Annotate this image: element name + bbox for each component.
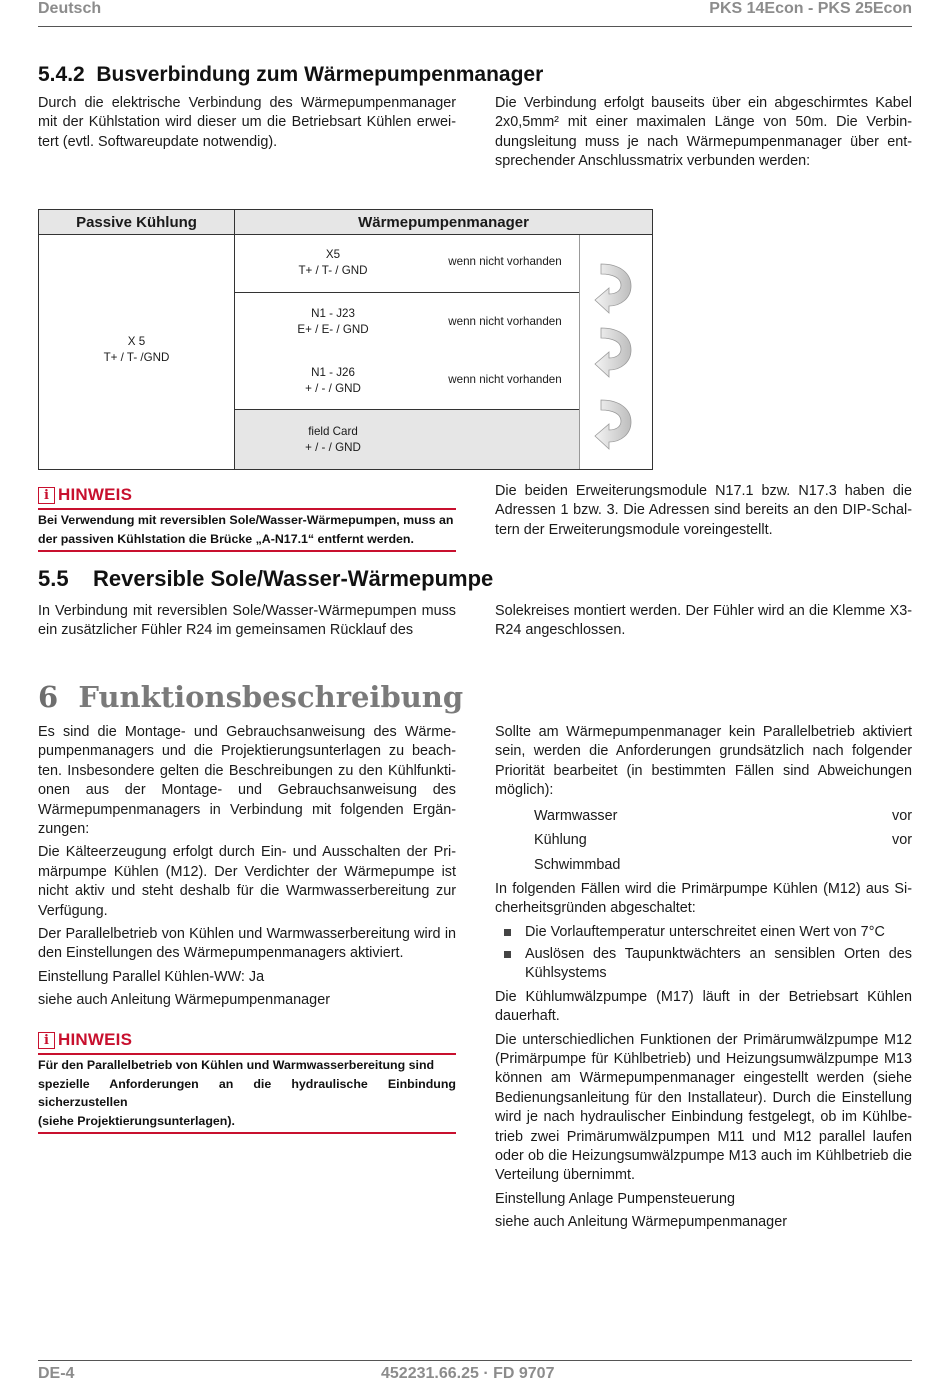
priority-list [495,804,912,878]
section-title: Busverbindung zum Wärmepumpenmanager [96,63,544,86]
red-rule-bottom [38,550,456,552]
line: Durch die elektrische Verbindung des Wärmepumpenmanager [38,95,456,111]
line: Die Kälteerzeugung erfolgt durch Ein- und Ausschalten der Pri- [38,844,456,861]
section-number: 6 [38,680,59,714]
sec55-left-paragraph [38,602,456,641]
line: mit der Kühlstation wird dieser um die Betriebsart Kühlen erwei- [38,114,456,131]
line: In folgenden Fällen wird die Primärpumpe Kühlen (M12) aus Si- [495,880,912,897]
hinweis-label: HINWEIS [58,485,133,504]
hinweis-note-2 [38,1030,456,1134]
shutdown-conditions-list [495,923,912,984]
line: R24 angeschlossen. [495,622,626,639]
sec6-left-p4: Einstellung Parallel Kühlen-WW: Ja [38,968,265,985]
terminal-pins: T+ / T- /GND [103,350,170,364]
section-6-heading [38,680,463,714]
line: Die unterschiedlichen Funktionen der Primärumwälzpumpe M12 [495,1031,912,1048]
line: Für den Parallelbetrieb von Kühlen und Warmwasserbereitung sind [38,1058,435,1072]
line: Priorität bearbeitet (in bestimmten Fällen sind Abweichungen [495,762,912,779]
footer-rule [38,1360,912,1361]
wpm-row-2 [235,306,431,337]
bullet-square-icon [504,929,511,936]
sec55-right-paragraph [495,602,912,641]
sec6-left-p3 [38,925,456,964]
section-5-4-2-heading [38,63,543,87]
line: oder ob die Heizungsumwälzpumpe M13 auch im Kühlbetrieb [495,1147,889,1164]
curved-arrow-icon [595,264,631,313]
connection-matrix-diagram [38,209,653,470]
section-5-5-heading [38,566,493,592]
line: Adressen 1 bzw. 3. Die Adressen sind bereits an den DIP-Schal- [495,502,912,519]
line: spezielle Anforderungen an die hydraulische Einbindung sicherzustellen [38,1076,456,1110]
line: Verfügung. [38,902,108,919]
line: märpumpe Kühlen (M12). Der Verdichter der Wärmepumpe ist [38,863,456,880]
line: Sollte am Wärmepumpenmanager kein Parallelbetrieb aktiviert [495,724,912,740]
priority-label: Warmwasser [534,807,618,824]
hinweis-text [38,511,456,548]
red-rule-bottom [38,1132,456,1134]
wpm-row-4 [235,424,431,455]
line: cherheitsgründen abgeschaltet: [495,900,696,917]
priority-item [534,828,912,853]
sec542-left [38,94,456,152]
section-number: 5.4.2 [38,63,85,86]
line: ten. Insbesondere gelten die Beschreibungen zu den Kühlfunkti- [38,762,456,779]
section-number: 5.5 [38,566,69,591]
list-item-text: Die Vorlauftemperatur unterschreitet einen Wert von 7°C [525,923,885,940]
terminal-pins: + / - / GND [305,440,361,454]
column-passive-cooling: Passive Kühlung [39,210,234,235]
list-item [495,923,912,942]
line: Solekreises montiert werden. Der Fühler wird an die Klemme X3- [495,603,912,619]
sec6-right-p4 [495,1031,912,1186]
line: Wärmepumpenmanagers in Verbindung mit folgenden Ergän- [38,801,456,818]
line: sein, werden die Anforderungen grundsätzlich nach folgender [495,743,912,760]
sec542-right [495,94,912,172]
line: in den Einstellungen des Wärmepumpenmanagers aktiviert. [38,926,457,962]
header-model: PKS 14Econ - PKS 25Econ [709,0,912,17]
wpm-row-3 [235,365,431,396]
bullet-square-icon [504,951,511,958]
line: trieb zwei Primärumwälzpumpen M11 und M12 parallel laufen [495,1128,912,1145]
modules-note [495,482,912,540]
sec55-left [38,602,456,641]
line: zungen: [38,821,90,838]
line: die Verteilung übernimmt. [495,1147,913,1184]
info-icon: i [38,1032,55,1049]
line: Der Parallelbetrieb von Kühlen und Warmwasserbereitung wird [38,926,441,943]
line: (Primärpumpe für Kühlbetrieb) und Heizungsumwälzpumpe M13 [495,1050,912,1067]
column-heat-pump-manager: Wärmepumpenmanager [235,210,652,235]
line: können am Wärmepumpenmanager eingestellt werden (siehe [495,1070,912,1087]
priority-label: Kühlung [534,832,587,849]
list-item [495,945,912,984]
terminal-pins: + / - / GND [305,381,361,395]
wpm-row-1 [235,247,431,278]
priority-item [534,853,912,878]
sec6-right-p1 [495,723,912,801]
row-3-note: wenn nicht vorhanden [448,373,562,386]
line: onen aus der Montage- und Gebrauchsanweisung des [38,782,456,799]
hinweis-text [38,1056,456,1130]
line: sprechender Anschlussmatrix verbunden werden: [495,153,811,170]
line: tern der Erweiterungsmodule voreingestellt. [495,521,773,538]
sec6-right-p3 [495,988,912,1027]
line: tert (evtl. Softwareupdate notwendig). [38,133,278,150]
terminal-label: N1 - J23 [311,307,355,320]
line: 2x0,5mm² mit einer maximalen Länge von 50m. Die Verbin- [495,114,912,131]
priority-relation: vor [892,832,912,849]
sec55-right [495,602,912,641]
line: Die Verbindung erfolgt bauseits über ein abgeschirmtes Kabel [495,95,912,111]
priority-label: Schwimmbad [534,857,621,873]
terminal-pins: T+ / T- / GND [298,263,368,277]
line: In Verbindung mit reversiblen Sole/Wasser-Wärmepumpen [38,603,417,619]
curved-arrow-icon [595,400,631,449]
hinweis-title [38,485,456,505]
section-title: Reversible Sole/Wasser-Wärmepumpe [93,566,494,591]
priority-relation: vor [892,807,912,824]
line: der passiven Kühlstation die Brücke „A-N17.1“ entfernt werden. [38,531,414,546]
divider [579,235,580,469]
sec6-left-p1 [38,723,456,839]
terminal-pins: E+ / E- / GND [297,322,369,336]
list-item-text: Auslösen des Taupunktwächters an sensiblen Orten des [525,945,912,962]
line: Bei Verwendung mit reversiblen Sole/Wasser-Wärmepumpen, muss an [38,513,454,527]
terminal-label: X5 [325,248,341,261]
terminal-label: field Card [308,425,358,438]
curved-arrow-icon [595,328,631,377]
sec6-right-column [495,723,912,1233]
sec542-left-paragraph [38,94,456,152]
document-number: 452231.66.25 · FD 9707 [381,1365,555,1382]
fallback-arrows [587,260,637,460]
line: Es sind die Montage- und Gebrauchsanweisung des Wärme- [38,724,456,740]
line: möglich): [495,782,554,799]
line: nicht aktiv und steht deshalb für die Warmwasserbereitung zur [38,883,456,900]
sec6-right-p5: Einstellung Anlage Pumpensteuerung [495,1190,736,1207]
sec6-right-p6: siehe auch Anleitung Wärmepumpenmanager [495,1214,787,1231]
row-1-note: wenn nicht vorhanden [448,255,562,268]
line: Bedienungsanleitung für den Installateur). Durch die Einstellung [495,1089,912,1106]
row-divider [235,292,579,293]
sec542-right-paragraph [495,94,912,172]
sec6-left-p5: siehe auch Anleitung Wärmepumpenmanager [38,992,330,1009]
passive-terminal-cell [39,334,234,365]
info-icon: i [38,487,55,504]
sec6-right-p2 [495,880,912,919]
hinweis-note-1 [38,485,456,552]
row-2-note: wenn nicht vorhanden [448,315,562,328]
section-title: Funktionsbeschreibung [78,680,464,714]
line: Die Kühlumwälzpumpe (M17) läuft in der Betriebsart Kühlen [495,988,912,1005]
line: (siehe Projektierungsunterlagen). [38,1113,235,1128]
list-item-text: Kühlsystems [525,965,607,982]
modules-paragraph [495,482,912,540]
hinweis-label: HINWEIS [58,1030,133,1049]
header-language: Deutsch [38,0,102,17]
line: pumpenmanagers und die Projektierungsunterlagen zu beach- [38,743,456,760]
line: dauerhaft. [495,1008,560,1025]
red-rule-top [38,508,456,510]
header-rule [38,26,912,27]
line: wird je nach hydraulischer Einbindung festgelegt, ob im Kühlbe- [495,1109,912,1126]
terminal-label: X 5 [127,335,146,348]
line: Die beiden Erweiterungsmodule N17.1 bzw. N17.3 haben die [495,483,912,499]
line: muss ein zusätzlicher Fühler R24 im gemeinsamen Rücklauf des [38,603,457,639]
page-number: DE-4 [38,1365,75,1382]
red-rule-top [38,1053,456,1055]
terminal-label: N1 - J26 [311,366,355,379]
priority-item [534,804,912,829]
hinweis-title [38,1030,456,1050]
sec6-left-p2 [38,843,456,921]
sec6-left-column [38,723,456,1011]
line: dungsleitung muss je nach Wärmepumpenmanager über ent- [495,133,912,150]
